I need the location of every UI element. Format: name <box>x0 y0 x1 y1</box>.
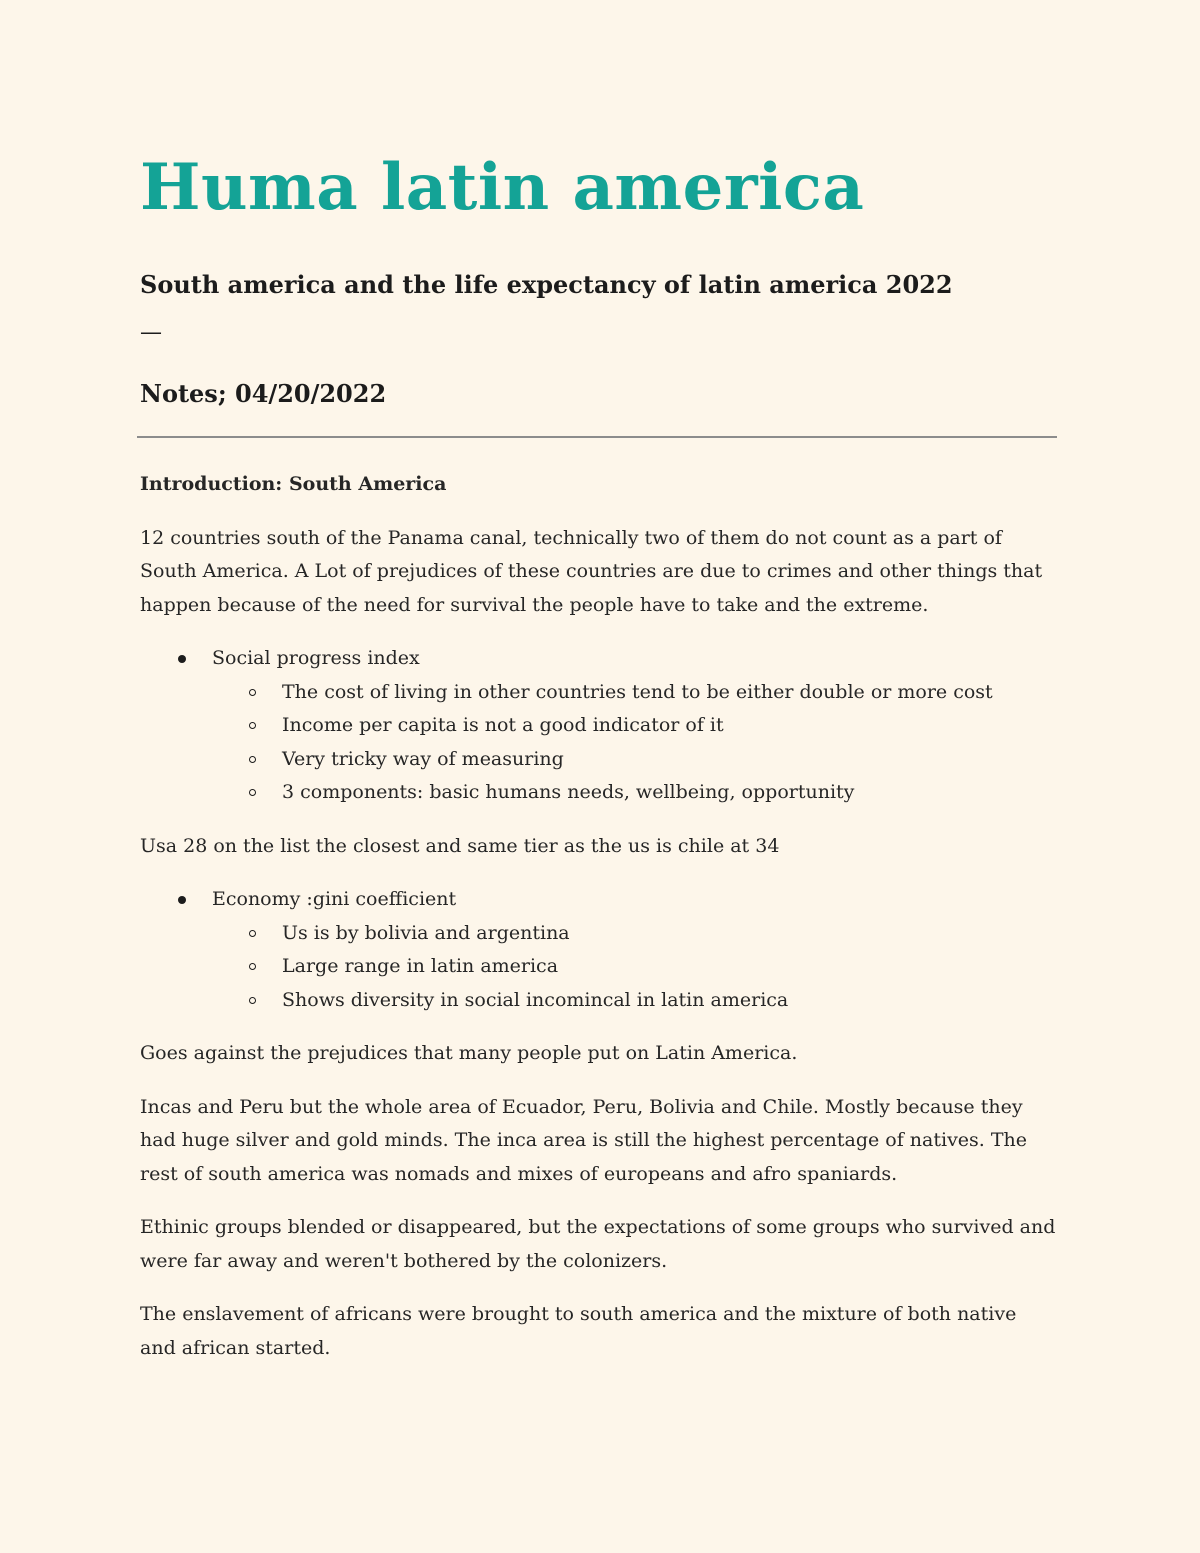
sub-list-item <box>282 917 1058 951</box>
hollow-bullet-icon <box>249 722 256 729</box>
notes-heading: Notes; 04/20/2022 <box>140 379 387 408</box>
paragraph: The enslavement of africans were brought to south america and the mixture of both native and african started. <box>140 1303 1017 1359</box>
document-body <box>140 468 1058 1385</box>
hollow-bullet-icon <box>249 756 256 763</box>
hollow-bullet-icon <box>249 689 256 696</box>
paragraph: Goes against the prejudices that many people put on Latin America. <box>140 1042 798 1064</box>
paragraph: 12 countries south of the Panama canal, technically two of them do not count as a part of South America. A Lot of prejudices of these countries are due to crimes and other things that happen because of the need for survival the people have to take and the extreme. <box>140 526 1043 616</box>
sub-list-item-text: Us is by bolivia and argentina <box>282 921 570 944</box>
sub-list-item-text: 3 components: basic humans needs, wellbeing, opportunity <box>282 781 855 803</box>
bullet-list <box>140 883 1058 1017</box>
sub-list-item-text: Income per capita is not a good indicator of it <box>282 714 724 736</box>
document-subtitle: South america and the life expectancy of latin america 2022 <box>140 270 953 299</box>
sub-list-item <box>282 984 1058 1018</box>
sub-list-item <box>282 676 1058 710</box>
sub-list-item-text: Shows diversity in social incomincal in latin america <box>282 988 789 1011</box>
list-item <box>212 883 1058 1017</box>
sub-list-item <box>282 950 1058 984</box>
hollow-bullet-icon <box>249 789 256 796</box>
bullet-list <box>140 642 1058 810</box>
hollow-bullet-icon <box>249 963 256 970</box>
horizontal-rule <box>137 436 1057 438</box>
paragraph: Usa 28 on the list the closest and same tier as the us is chile at 34 <box>140 834 780 857</box>
section-heading: Introduction: South America <box>140 473 447 495</box>
sub-list-item <box>282 776 1058 810</box>
sub-list-item <box>282 709 1058 743</box>
list-item-text: Economy :gini coefficient <box>212 888 457 910</box>
sub-list <box>212 676 1058 810</box>
filled-bullet-icon <box>178 655 186 663</box>
list-item <box>212 642 1058 810</box>
hollow-bullet-icon <box>249 930 256 937</box>
list-item-text: Social progress index <box>212 647 420 669</box>
sub-list-item <box>282 743 1058 777</box>
dash-separator: — <box>140 320 162 345</box>
sub-list-item-text: Very tricky way of measuring <box>282 747 564 770</box>
document-title: Huma latin america <box>140 150 865 225</box>
hollow-bullet-icon <box>249 997 256 1004</box>
sub-list <box>212 917 1058 1018</box>
sub-list-item-text: The cost of living in other countries tend to be either double or more cost <box>282 680 993 703</box>
paragraph: Incas and Peru but the whole area of Ecuador, Peru, Bolivia and Chile. Mostly because they had huge silver and gold minds. The inca area is still the highest percentage of natives. The rest of south america was nomads and mixes of europeans and afro spaniards. <box>140 1095 1028 1185</box>
paragraph: Ethinic groups blended or disappeared, but the expectations of some groups who survived and were far away and weren't bothered by the colonizers. <box>140 1216 1056 1272</box>
filled-bullet-icon <box>178 896 186 904</box>
sub-list-item-text: Large range in latin america <box>282 955 559 977</box>
